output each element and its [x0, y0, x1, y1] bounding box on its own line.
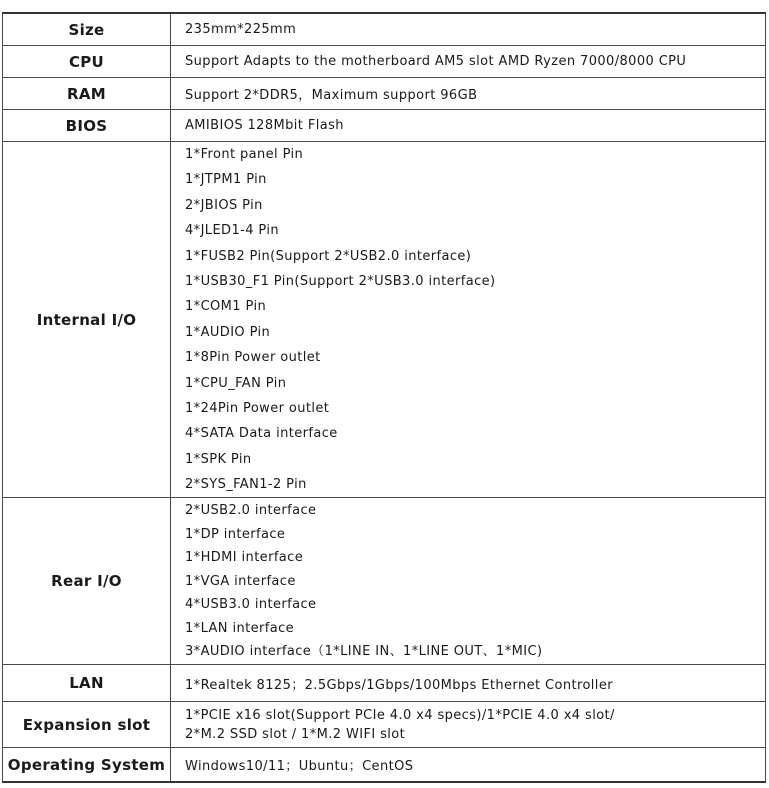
list-item: 4*USB3.0 interface — [185, 597, 317, 613]
rear-io-list — [185, 499, 765, 664]
list-item: 1*24Pin Power outlet — [185, 400, 330, 416]
list-item: 2*JBIOS Pin — [185, 197, 263, 213]
list-item: 2*M.2 SSD slot / 1*M.2 WIFI slot — [185, 726, 406, 742]
list-item: 4*SATA Data interface — [185, 426, 338, 442]
row-value — [171, 498, 766, 665]
list-item: 1*PCIE x16 slot(Support PCIe 4.0 x4 specs)/1*PCIE 4.0 x4 slot/ — [185, 707, 615, 723]
internal-io-list — [185, 142, 765, 497]
list-item: 3*AUDIO interface（1*LINE IN、1*LINE OUT、1*MIC) — [185, 644, 543, 660]
row-label: LAN — [3, 665, 171, 702]
row-label: Size — [3, 13, 171, 46]
row-value: Support 2*DDR5，Maximum support 96GB — [171, 78, 766, 110]
list-item: 1*JTPM1 Pin — [185, 172, 267, 188]
row-value: 235mm*225mm — [171, 13, 766, 46]
list-item: 1*CPU_FAN Pin — [185, 375, 287, 391]
list-item: 1*VGA interface — [185, 573, 296, 589]
expansion-list — [185, 706, 765, 744]
row-value: Windows10/11；Ubuntu；CentOS — [171, 748, 766, 783]
table-row — [3, 46, 766, 78]
row-label: Expansion slot — [3, 702, 171, 748]
list-item: 1*AUDIO Pin — [185, 324, 271, 340]
row-label: Rear I/O — [3, 498, 171, 665]
list-item: 1*COM1 Pin — [185, 299, 267, 315]
row-label: CPU — [3, 46, 171, 78]
list-item: 1*DP interface — [185, 526, 286, 542]
list-item: 1*8Pin Power outlet — [185, 350, 321, 366]
table-row — [3, 498, 766, 665]
row-value — [171, 702, 766, 748]
table-row — [3, 748, 766, 783]
row-label: RAM — [3, 78, 171, 110]
list-item: 1*FUSB2 Pin(Support 2*USB2.0 interface) — [185, 248, 472, 264]
row-label: Internal I/O — [3, 142, 171, 498]
table-row — [3, 665, 766, 702]
list-item: 1*HDMI interface — [185, 550, 304, 566]
list-item: 1*USB30_F1 Pin(Support 2*USB3.0 interface) — [185, 273, 496, 289]
table-row — [3, 13, 766, 46]
table-row — [3, 142, 766, 498]
list-item: 1*LAN interface — [185, 620, 295, 636]
list-item: 1*Front panel Pin — [185, 147, 304, 162]
list-item: 1*SPK Pin — [185, 451, 252, 467]
row-label: Operating System — [3, 748, 171, 783]
list-item: 2*SYS_FAN1-2 Pin — [185, 477, 307, 493]
row-value: 1*Realtek 8125；2.5Gbps/1Gbps/100Mbps Ethernet Controller — [171, 665, 766, 702]
row-value: AMIBIOS 128Mbit Flash — [171, 110, 766, 142]
row-value: Support Adapts to the motherboard AM5 slot AMD Ryzen 7000/8000 CPU — [171, 46, 766, 78]
table-row — [3, 78, 766, 110]
list-item: 2*USB2.0 interface — [185, 503, 317, 519]
row-value — [171, 142, 766, 498]
spec-table — [2, 12, 766, 783]
list-item: 4*JLED1-4 Pin — [185, 223, 280, 239]
table-row — [3, 110, 766, 142]
table-row — [3, 702, 766, 748]
row-label: BIOS — [3, 110, 171, 142]
